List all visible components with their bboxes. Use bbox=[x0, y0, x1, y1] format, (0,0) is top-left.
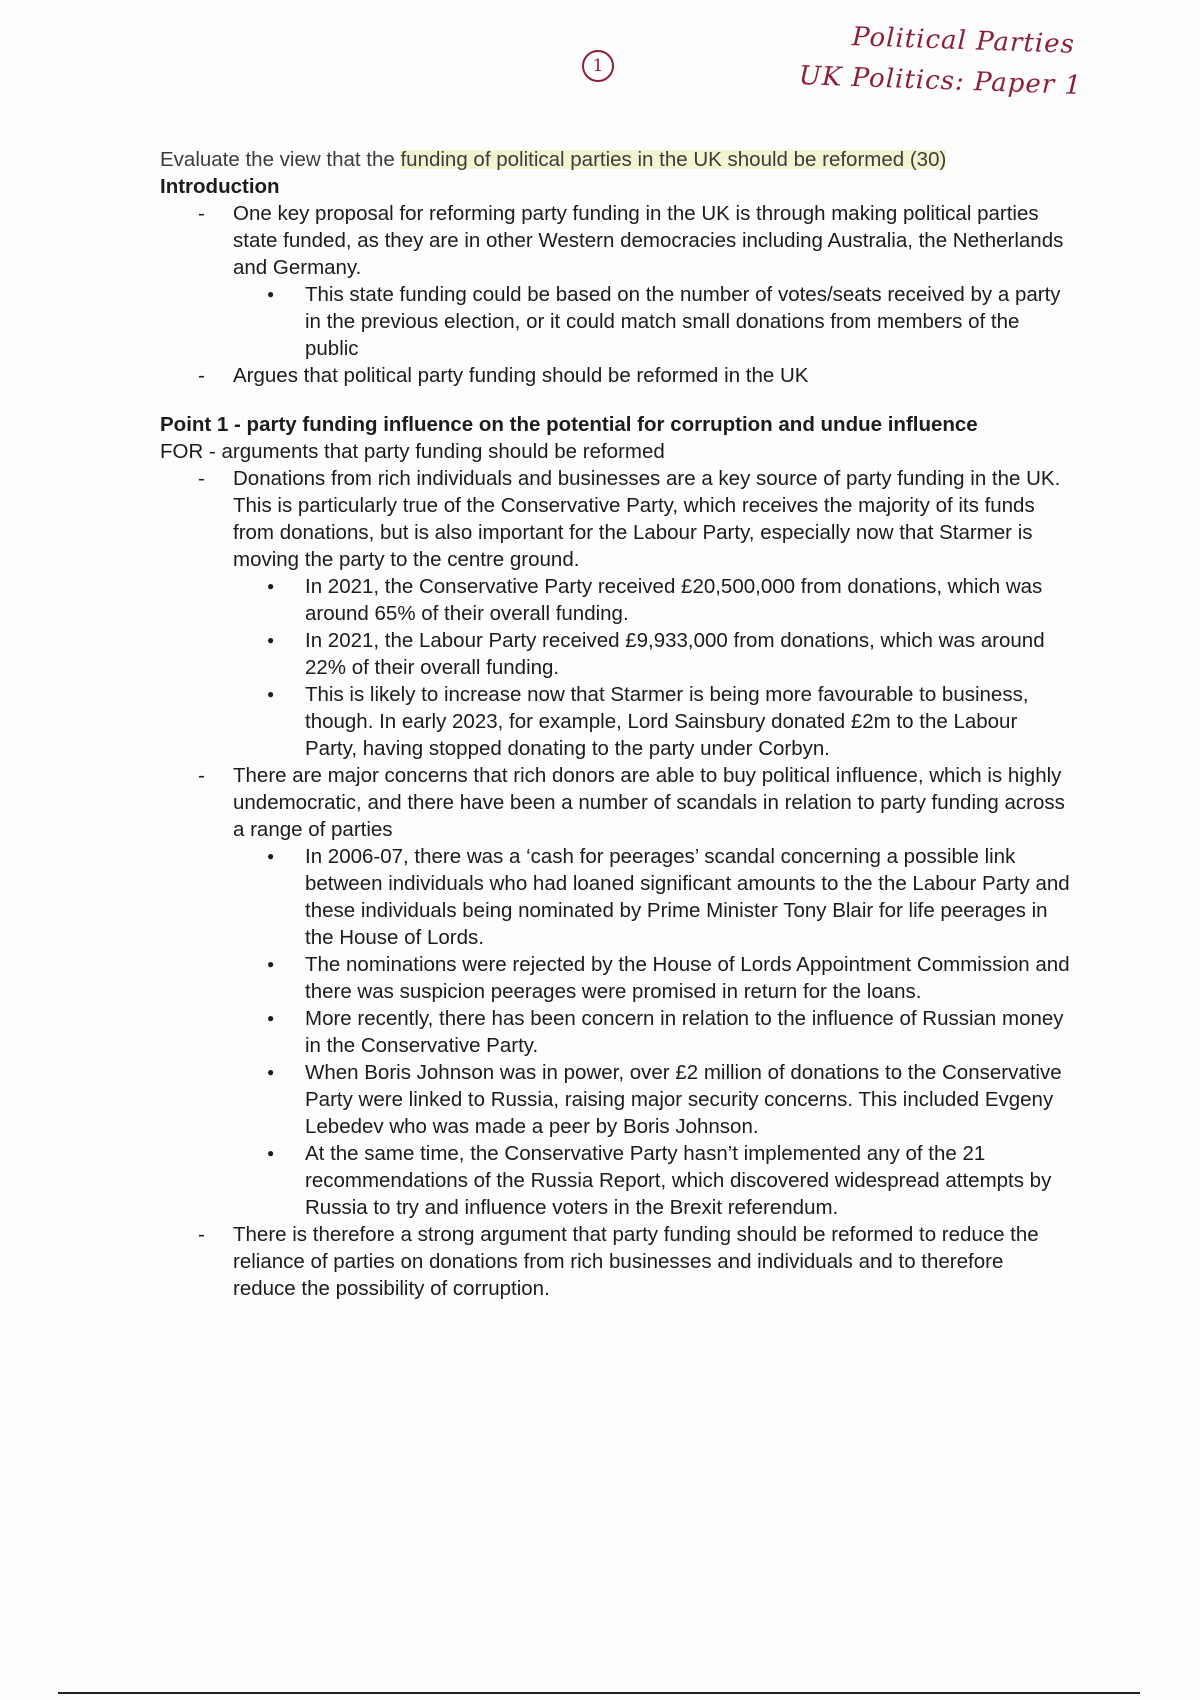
introduction-list bbox=[160, 200, 1070, 389]
introduction-heading: Introduction bbox=[160, 175, 280, 198]
point1-list bbox=[160, 465, 1070, 1302]
point1-subheading: FOR - arguments that party funding should be reformed bbox=[160, 440, 665, 463]
sub-bullet-list bbox=[233, 573, 1070, 762]
bottom-rule-divider bbox=[58, 1692, 1140, 1694]
bullet-item: ● This is likely to increase now that Starmer is being more favourable to business, though. In early 2023, for example, Lord Sainsbury donated £2m to the Labour Party, having stopped donating to the party under Corbyn. bbox=[305, 681, 1070, 762]
handwritten-title-line1: Political Parties bbox=[851, 22, 1076, 60]
list-item bbox=[233, 465, 1070, 762]
bullet-item: ● This state funding could be based on the number of votes/seats received by a party in the previous election, or it could match small donations from members of the public bbox=[305, 281, 1070, 362]
sub-bullet-list bbox=[233, 281, 1070, 362]
list-item: - There is therefore a strong argument that party funding should be reformed to reduce the reliance of parties on donations from rich businesses and individuals and to therefore reduce the possibility of corruption. bbox=[233, 1221, 1070, 1302]
list-item: - Argues that political party funding should be reformed in the UK bbox=[233, 362, 1070, 389]
bullet-item: ● At the same time, the Conservative Party hasn’t implemented any of the 21 recommendations of the Russia Report, which discovered widespread attempts by Russia to try and influence voters in the Brexit referendum. bbox=[305, 1140, 1070, 1221]
list-item-text: One key proposal for reforming party funding in the UK is through making political parties state funded, as they are in other Western democracies including Australia, the Netherlands and Germany. bbox=[233, 202, 1064, 279]
bullet-item: ● The nominations were rejected by the House of Lords Appointment Commission and there was suspicion peerages were promised in return for the loans. bbox=[305, 951, 1070, 1005]
bullet-item: ● More recently, there has been concern in relation to the influence of Russian money in the Conservative Party. bbox=[305, 1005, 1070, 1059]
list-item-text: Donations from rich individuals and businesses are a key source of party funding in the UK. This is particularly true of the Conservative Party, which receives the majority of its funds from donations, but is also important for the Labour Party, especially now that Starmer is moving the party to the centre ground. bbox=[233, 467, 1061, 571]
bullet-item: ● In 2006-07, there was a ‘cash for peerages’ scandal concerning a possible link between individuals who had loaned significant amounts to the the Labour Party and these individuals being nominated by Prime Minister Tony Blair for life peerages in the House of Lords. bbox=[305, 843, 1070, 951]
point1-heading: Point 1 - party funding influence on the potential for corruption and undue influence bbox=[160, 413, 978, 436]
page-number: 1 bbox=[582, 50, 614, 82]
list-item bbox=[233, 762, 1070, 1221]
bullet-item: ● When Boris Johnson was in power, over £2 million of donations to the Conservative Party were linked to Russia, raising major security concerns. This included Evgeny Lebedev who was made a peer by Boris Johnson. bbox=[305, 1059, 1070, 1140]
bullet-item: ● In 2021, the Labour Party received £9,933,000 from donations, which was around 22% of their overall funding. bbox=[305, 627, 1070, 681]
list-item bbox=[233, 200, 1070, 362]
essay-question bbox=[160, 146, 1070, 173]
handwritten-title-line2: UK Politics: Paper 1 bbox=[798, 61, 1083, 101]
question-highlight: funding of political parties in the UK should be reformed (30) bbox=[400, 148, 947, 171]
essay-content bbox=[160, 146, 1070, 1302]
list-item-text: There are major concerns that rich donors are able to buy political influence, which is highly undemocratic, and there have been a number of scandals in relation to party funding across a range of parties bbox=[233, 764, 1065, 841]
sub-bullet-list bbox=[233, 843, 1070, 1221]
question-prefix: Evaluate the view that the bbox=[160, 148, 401, 171]
bullet-item: ● In 2021, the Conservative Party received £20,500,000 from donations, which was around 65% of their overall funding. bbox=[305, 573, 1070, 627]
